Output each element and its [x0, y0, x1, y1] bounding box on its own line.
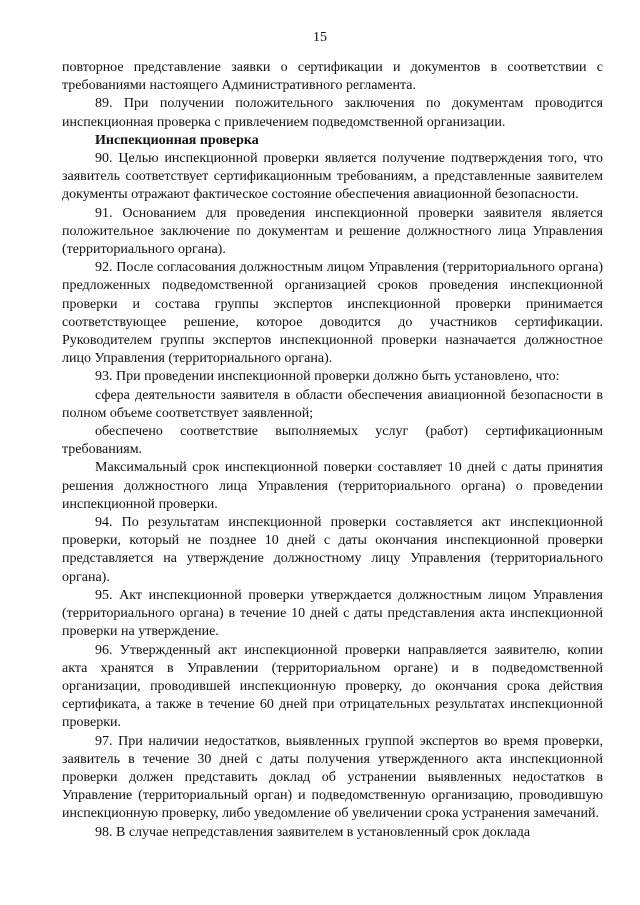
document-body: [62, 59, 603, 842]
paragraph-97: 97. При наличии недостатков, выявленных группой экспертов во время проверки, заявитель в течение 30 дней с даты получения утвержденного акта инспекционной проверки должен представить доклад об устранении выявленных недостатков в Управление (территориальный орган) и подведомственную организацию, проводившую инспекционную проверку, либо уведомление об увеличении срока устранения замечаний.: [62, 733, 603, 822]
paragraph-93-item-1: сфера деятельности заявителя в области обеспечения авиационной безопасности в полном объеме соответствует заявленной;: [62, 387, 603, 421]
paragraph-93-max-term: Максимальный срок инспекционной поверки составляет 10 дней с даты принятия решения должностного лица Управления (территориального органа) о проведении инспекционной проверки.: [62, 460, 603, 512]
paragraph-continuation: повторное представление заявки о сертификации и документов в соответствии с требованиями настоящего Административного регламента.: [62, 60, 603, 94]
paragraph-92: 92. После согласования должностным лицом Управления (территориального органа) предложенных подведомственной организацией сроков проведения инспекционной проверки и состава группы экспертов инспекционной проверки принимается соответствующее решение, которое доводится до участников сертификации. Руководителем группы экспертов инспекционной проверки назначается должностное лицо Управления (территориального органа).: [62, 260, 603, 367]
paragraph-90: 90. Целью инспекционной проверки является получение подтверждения того, что заявитель соответствует сертификационным требованиям, а представленные заявителем документы отражают фактическое состояние обеспечения авиационной безопасности.: [62, 151, 603, 203]
paragraph-94: 94. По результатам инспекционной проверки составляется акт инспекционной проверки, который не позднее 10 дней с даты окончания инспекционной проверки представляется на утверждение должностному лицу Управления (территориального органа).: [62, 515, 603, 585]
section-heading: Инспекционная проверка: [95, 132, 259, 148]
page-number: 15: [313, 30, 327, 45]
paragraph-93-item-2: обеспечено соответствие выполняемых услуг (работ) сертификационным требованиям.: [62, 424, 603, 458]
paragraph-93: 93. При проведении инспекционной проверки должно быть установлено, что:: [95, 369, 560, 385]
paragraph-96: 96. Утвержденный акт инспекционной проверки направляется заявителю, копии акта хранятся в Управлении (территориальном органе) и в подведомственной организации, проводившей инспекционную проверку, до окончания срока действия сертификата, а также в течение 60 дней при отрицательных результатах инспекционной проверки.: [62, 642, 603, 731]
paragraph-95: 95. Акт инспекционной проверки утверждается должностным лицом Управления (территориального органа) в течение 10 дней с даты представления акта инспекционной проверки на утверждение.: [62, 587, 603, 640]
paragraph-91: 91. Основанием для проведения инспекционной проверки заявителя является положительное заключение по документам и решение должностного лица Управления (территориального органа).: [62, 205, 603, 258]
paragraph-98: 98. В случае непредставления заявителем в установленный срок доклада: [95, 824, 531, 840]
paragraph-89: 89. При получении положительного заключения по документам проводится инспекционная проверка с привлечением подведомственной организации.: [62, 96, 603, 130]
